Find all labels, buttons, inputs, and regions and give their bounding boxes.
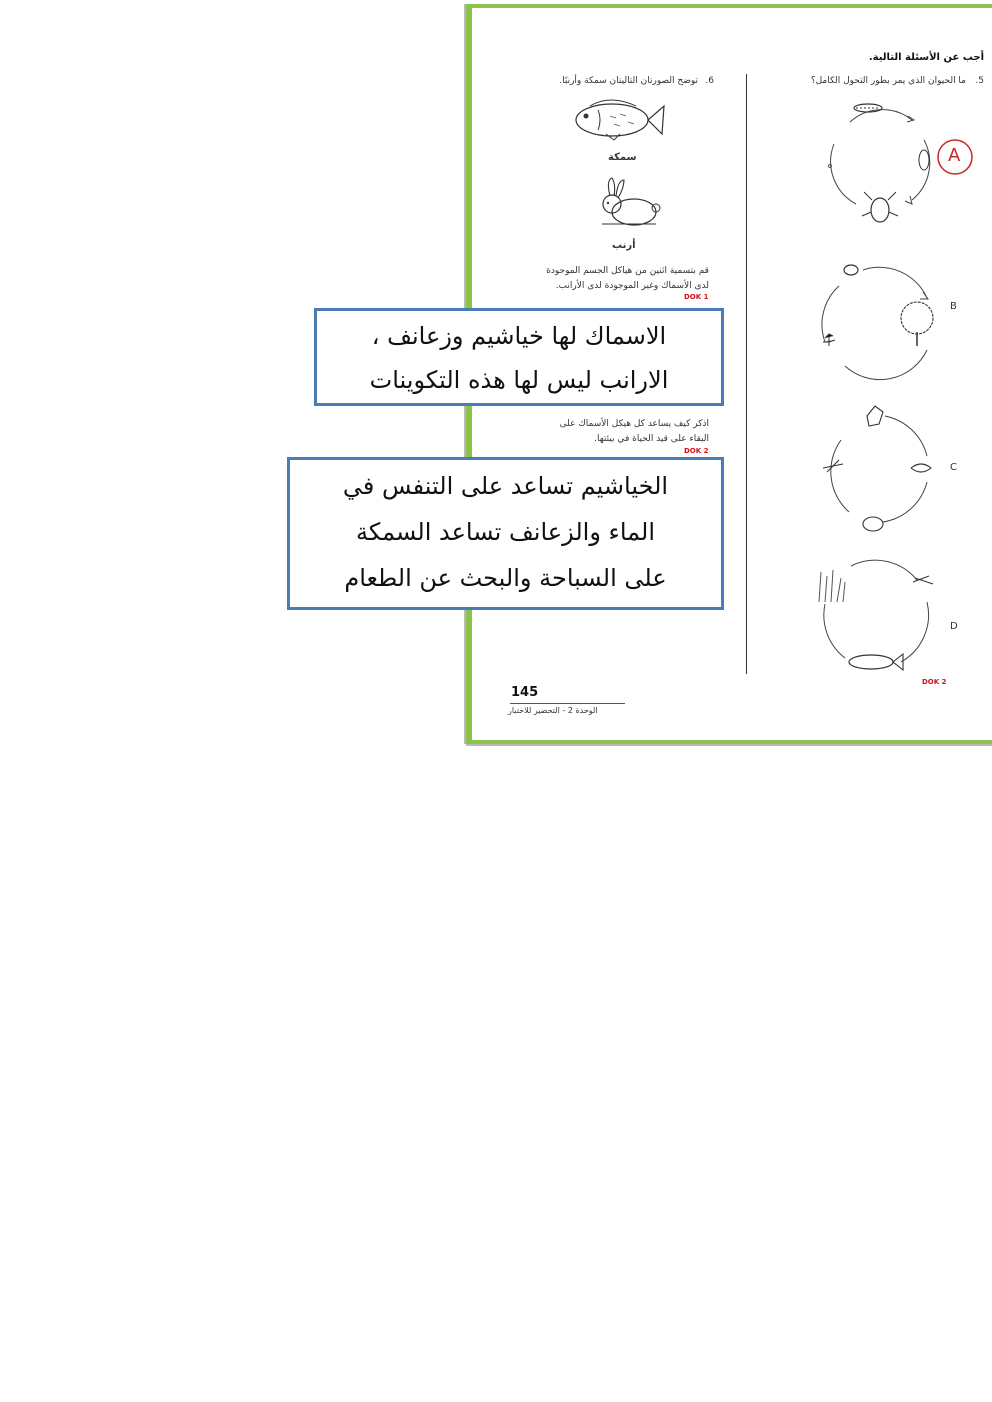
answer1-line1: الاسماك لها خياشيم وزعانف ، — [371, 322, 667, 350]
footer-rule — [510, 703, 625, 704]
answer2-line3: على السباحة والبحث عن الطعام — [344, 564, 667, 592]
q6-number: 6. — [705, 76, 714, 86]
life-cycle-a-beetle — [820, 100, 940, 225]
dok-label-b: DOK 2 — [684, 447, 709, 455]
life-cycle-d-fish — [815, 558, 945, 678]
answer-callout-1 — [314, 308, 724, 406]
instruction-heading: أجب عن الأسئلة التالية. — [868, 52, 984, 63]
fish-illustration — [570, 96, 665, 141]
rabbit-illustration — [598, 176, 660, 228]
answer-callout-2 — [287, 457, 724, 610]
q5-dok-label: DOK 2 — [922, 678, 947, 686]
life-cycle-b-plant — [815, 262, 945, 382]
rabbit-caption: أرنب — [612, 240, 636, 251]
dok-label-a: DOK 1 — [684, 293, 709, 301]
life-cycle-c-frog — [815, 400, 945, 540]
answer2-line2: الماء والزعانف تساعد السمكة — [355, 518, 655, 546]
column-divider — [746, 74, 747, 674]
option-b-label: B — [950, 301, 957, 312]
q5-text: ما الحيوان الذي يمر بطور التحول الكامل؟ — [810, 76, 966, 86]
fish-caption: سمكة — [608, 152, 637, 163]
q6-prompt-a-line2: لدى الأسماك وغير الموجودة لدى الأرانب. — [555, 281, 709, 291]
answer2-line1: الخياشيم تساعد على التنفس في — [342, 472, 669, 500]
option-d-label: D — [950, 621, 958, 632]
option-c-label: C — [950, 462, 957, 473]
page-number: 145 — [511, 685, 539, 700]
q5-number: 5. — [975, 76, 984, 86]
q6-prompt-b-line1: اذكر كيف يساعد كل هيكل الأسماك على — [559, 419, 709, 429]
footer-unit-text: الوحدة 2 - التحضير للاختبار — [508, 706, 598, 715]
answer1-line2: الارانب ليس لها هذه التكوينات — [369, 366, 669, 394]
option-a-label: A — [948, 145, 961, 166]
q6-prompt-a-line1: قم بتسمية اثنين من هياكل الجسم الموجودة — [546, 266, 709, 276]
q6-text: توضح الصورتان التاليتان سمكة وأرنبًا. — [559, 76, 698, 86]
q6-prompt-b-line2: البقاء على قيد الحياة في بيئتها. — [594, 434, 709, 444]
